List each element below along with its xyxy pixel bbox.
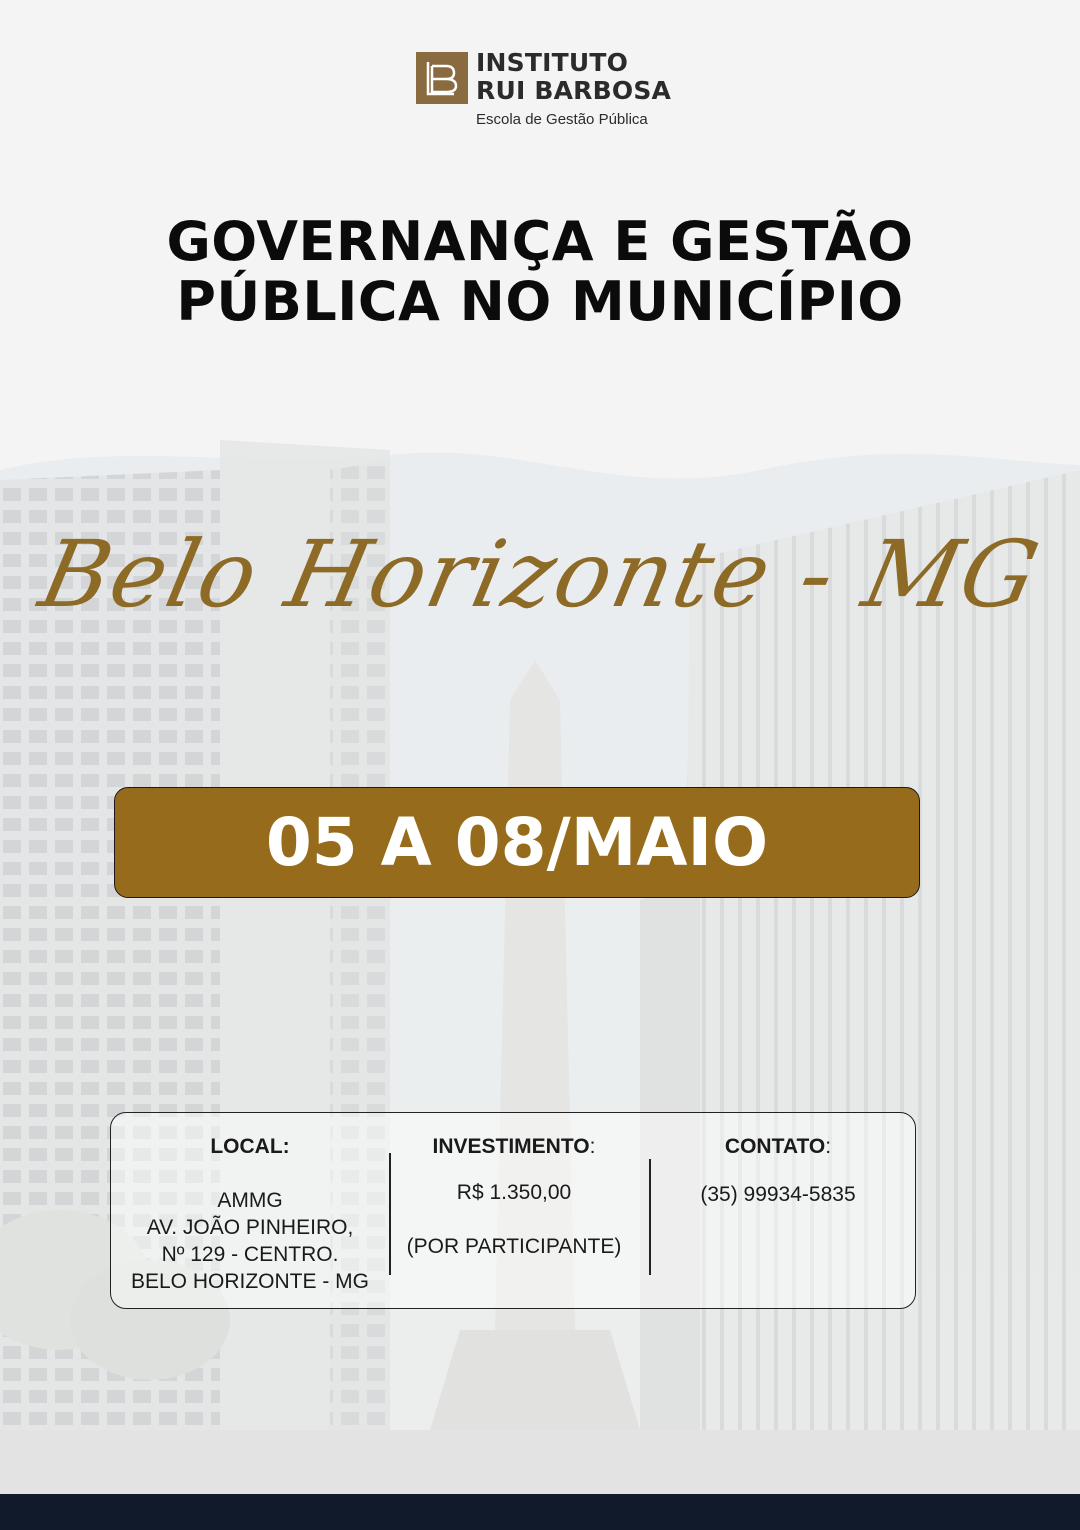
logo-line-1: INSTITUTO	[476, 48, 629, 77]
local-heading: LOCAL:	[210, 1135, 290, 1158]
investimento-heading: INVESTIMENTO:	[432, 1135, 596, 1158]
logo-line-2: RUI BARBOSA	[476, 76, 672, 105]
local-column	[111, 1113, 389, 1295]
contato-heading: CONTATO:	[724, 1135, 832, 1158]
course-title-line-2: PÚBLICA NO MUNICÍPIO	[176, 270, 904, 333]
course-title	[0, 212, 1080, 332]
date-text: 05 A 08/MAIO	[265, 804, 769, 881]
local-line: AMMG	[217, 1189, 283, 1212]
city-script: Belo Horizonte - MG	[31, 521, 1049, 628]
logo-mark-icon	[416, 52, 468, 104]
footer-bar	[0, 1494, 1080, 1530]
price: R$ 1.350,00	[456, 1181, 572, 1204]
local-line: AV. JOÃO PINHEIRO,	[146, 1216, 354, 1239]
date-banner	[114, 787, 920, 898]
local-line: Nº 129 - CENTRO.	[161, 1243, 339, 1266]
info-box	[110, 1112, 916, 1309]
local-line: BELO HORIZONTE - MG	[130, 1270, 369, 1293]
logo-tagline: Escola de Gestão Pública	[476, 111, 648, 128]
course-title-line-1: GOVERNANÇA E GESTÃO	[166, 210, 914, 273]
price-note: (POR PARTICIPANTE)	[406, 1235, 622, 1258]
institute-logo	[416, 50, 676, 132]
investimento-column	[391, 1113, 637, 1260]
phone-number[interactable]: (35) 99934-5835	[700, 1183, 856, 1206]
contato-column	[647, 1113, 909, 1208]
